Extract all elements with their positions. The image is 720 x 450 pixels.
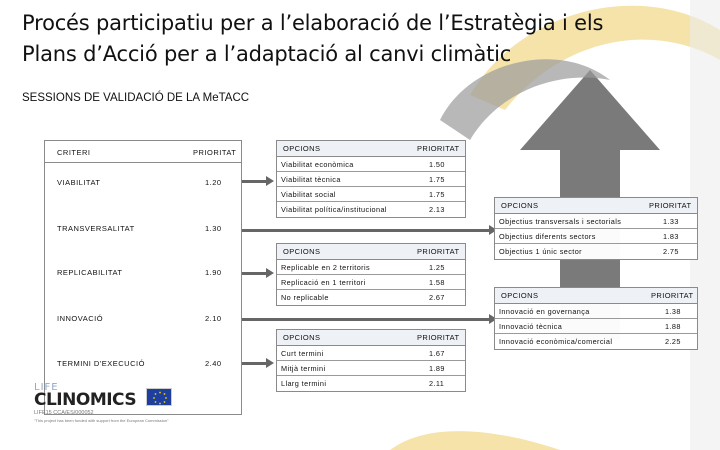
options-row — [277, 376, 465, 391]
option-label: Viabilitat social — [281, 190, 336, 199]
logo-funding-note: "This project has been funded with support from the European Commission" — [34, 418, 169, 423]
title-line-2: Plans d’Acció per a l’adaptació al canvi climàtic — [22, 42, 512, 66]
option-priority: 2.13 — [429, 205, 445, 214]
option-label: Replicable en 2 territoris — [281, 263, 371, 272]
options-row — [277, 361, 465, 376]
option-label: Objectius 1 únic sector — [499, 247, 583, 256]
options-row — [495, 334, 697, 349]
criteria-row — [45, 224, 241, 238]
options-header — [277, 330, 465, 346]
options-table-innovacio — [494, 287, 698, 350]
slide-title — [22, 8, 603, 70]
arrow-termini — [242, 362, 267, 365]
options-row — [277, 172, 465, 187]
option-label: Innovació en governança — [499, 307, 590, 316]
arrow-innovacio — [242, 318, 490, 321]
logo-life-text: LIFE — [34, 382, 59, 393]
criteria-name: VIABILITAT — [57, 178, 101, 187]
criteria-header-prioritat: PRIORITAT — [193, 148, 237, 157]
criteria-row — [45, 268, 241, 282]
option-label: Objectius transversals i sectorials — [499, 217, 622, 226]
options-header-opcions: OPCIONS — [283, 144, 321, 153]
option-priority: 1.58 — [429, 278, 445, 287]
option-label: Innovació tècnica — [499, 322, 563, 331]
criteria-priority: 2.40 — [205, 359, 222, 368]
arrow-transversalitat — [242, 229, 490, 232]
criteria-priority: 2.10 — [205, 314, 222, 323]
option-label: No replicable — [281, 293, 329, 302]
criteria-table — [44, 140, 242, 415]
options-header — [277, 244, 465, 260]
slide-subtitle: SESSIONS DE VALIDACIÓ DE LA MeTACC — [22, 92, 250, 104]
option-label: Viabilitat política/institucional — [281, 205, 387, 214]
arrow-viabilitat — [242, 180, 267, 183]
options-row — [277, 260, 465, 275]
criteria-name: TERMINI D'EXECUCIÓ — [57, 359, 145, 368]
title-line-1: Procés participatiu per a l’elaboració de l’Estratègia i els — [22, 11, 604, 35]
logo-clinomics-text: CLINOMICS — [34, 390, 137, 410]
options-row — [495, 319, 697, 334]
options-header-prioritat: PRIORITAT — [417, 247, 460, 256]
options-table-replicabilitat — [276, 243, 466, 306]
options-row — [495, 214, 697, 229]
options-row — [495, 229, 697, 244]
option-label: Innovació econòmica/comercial — [499, 337, 613, 346]
option-label: Viabilitat econòmica — [281, 160, 354, 169]
option-priority: 1.88 — [665, 322, 681, 331]
options-row — [495, 244, 697, 259]
criteria-row — [45, 314, 241, 328]
criteria-priority: 1.90 — [205, 268, 222, 277]
options-header-prioritat: PRIORITAT — [417, 144, 460, 153]
option-priority: 1.75 — [429, 175, 445, 184]
options-header-opcions: OPCIONS — [283, 247, 321, 256]
option-label: Viabilitat tècnica — [281, 175, 341, 184]
yellow-bottom-curve — [390, 431, 560, 450]
criteria-priority: 1.20 — [205, 178, 222, 187]
option-priority: 2.25 — [665, 337, 681, 346]
logo-code: LIFE15 CCA/ES/000052 — [34, 410, 94, 416]
option-label: Curt termini — [281, 349, 324, 358]
life-clinomics-logo — [34, 382, 184, 432]
options-header-prioritat: PRIORITAT — [649, 201, 692, 210]
options-row — [277, 202, 465, 217]
option-label: Mitjà termini — [281, 364, 326, 373]
option-priority: 2.11 — [429, 379, 445, 388]
option-priority: 1.25 — [429, 263, 445, 272]
criteria-row — [45, 178, 241, 192]
options-row — [495, 304, 697, 319]
options-header-opcions: OPCIONS — [283, 333, 321, 342]
options-table-viabilitat — [276, 140, 466, 218]
options-row — [277, 157, 465, 172]
options-row — [277, 275, 465, 290]
option-priority: 1.38 — [665, 307, 681, 316]
options-row — [277, 346, 465, 361]
options-header-opcions: OPCIONS — [501, 291, 539, 300]
option-priority: 1.50 — [429, 160, 445, 169]
option-priority: 1.67 — [429, 349, 445, 358]
options-header-prioritat: PRIORITAT — [417, 333, 460, 342]
eu-flag-icon — [146, 388, 172, 406]
options-row — [277, 187, 465, 202]
options-header-prioritat: PRIORITAT — [651, 291, 694, 300]
criteria-header — [45, 141, 241, 163]
options-header — [277, 141, 465, 157]
option-priority: 1.89 — [429, 364, 445, 373]
option-label: Replicació en 1 territori — [281, 278, 366, 287]
criteria-name: INNOVACIÓ — [57, 314, 104, 323]
arrow-replicabilitat — [242, 272, 267, 275]
criteria-name: TRANSVERSALITAT — [57, 224, 135, 233]
options-header-opcions: OPCIONS — [501, 201, 539, 210]
option-label: Llarg termini — [281, 379, 327, 388]
option-priority: 1.83 — [663, 232, 679, 241]
options-header — [495, 288, 697, 304]
options-row — [277, 290, 465, 305]
options-table-transversalitat — [494, 197, 698, 260]
option-priority: 1.75 — [429, 190, 445, 199]
options-table-termini — [276, 329, 466, 392]
option-label: Objectius diferents sectors — [499, 232, 596, 241]
criteria-priority: 1.30 — [205, 224, 222, 233]
criteria-name: REPLICABILITAT — [57, 268, 123, 277]
criteria-row — [45, 359, 241, 373]
criteria-header-criteri: CRITERI — [57, 148, 91, 157]
option-priority: 2.75 — [663, 247, 679, 256]
option-priority: 2.67 — [429, 293, 445, 302]
option-priority: 1.33 — [663, 217, 679, 226]
options-header — [495, 198, 697, 214]
